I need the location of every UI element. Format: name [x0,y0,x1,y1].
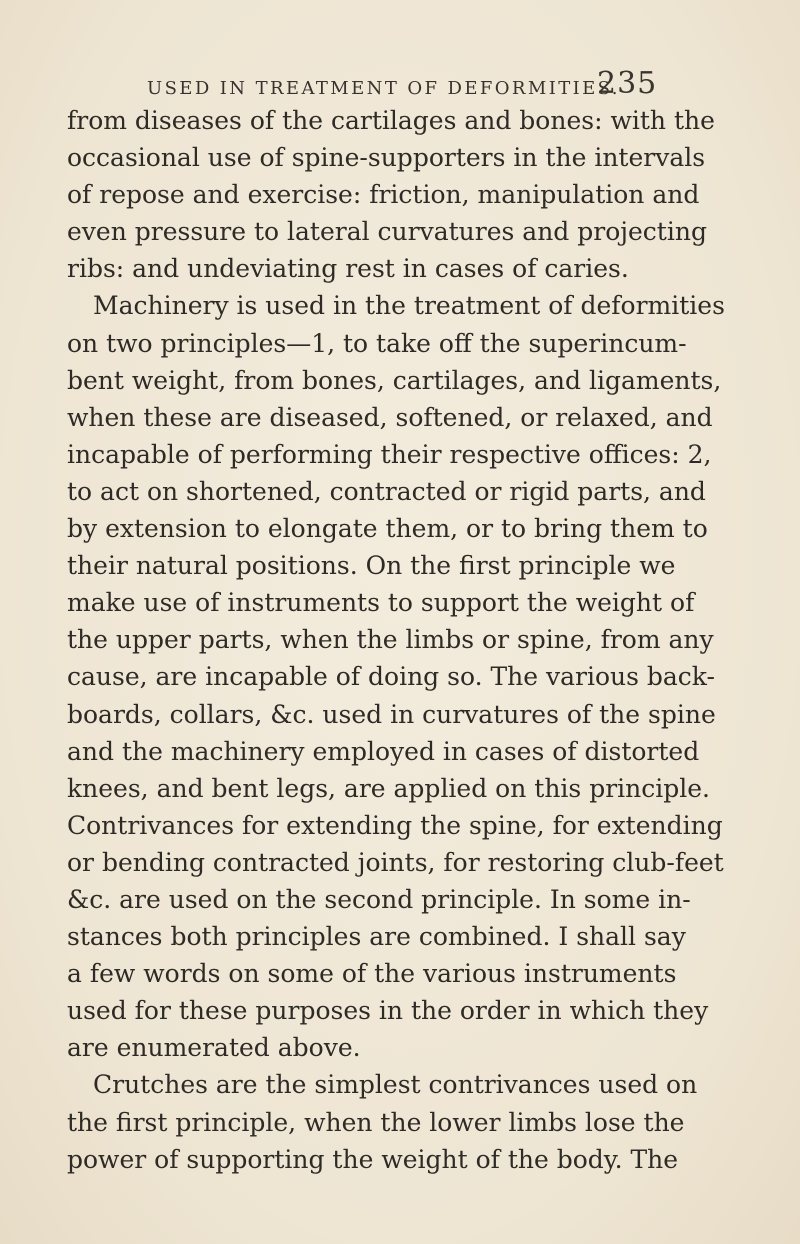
text-line: even pressure to lateral curvatures and projecting [67,217,707,247]
running-head: USED IN TREATMENT OF DEFORMITIES. [147,78,620,99]
text-line: used for these purposes in the order in which they [67,996,709,1026]
text-line: and the machinery employed in cases of distorted [67,736,700,766]
text-line: bent weight, from bones, cartilages, and ligaments, [67,365,722,395]
text-line: a few words on some of the various instruments [67,959,677,989]
text-line: &c. are used on the second principle. In some in- [67,884,691,914]
text-line: knees, and bent legs, are applied on this principle. [67,773,710,803]
text-line: or bending contracted joints, for restoring club-feet [67,847,724,877]
text-line: to act on shortened, contracted or rigid parts, and [67,476,706,506]
text-line: Contrivances for extending the spine, for extending [67,810,723,840]
text-line: incapable of performing their respective offices: 2, [67,439,712,469]
text-line: of repose and exercise: friction, manipulation and [67,180,700,210]
text-line: from diseases of the cartilages and bones: with the [67,106,715,135]
page-number: 235 [597,66,658,101]
paragraph-start-line: Crutches are the simplest contrivances used on [93,1070,698,1100]
text-line: cause, are incapable of doing so. The various back- [67,662,715,692]
text-line: the first principle, when the lower limbs lose the [67,1107,685,1137]
paragraph-start-line: Machinery is used in the treatment of deformities [93,291,725,321]
body-text [67,102,725,1178]
text-line: power of supporting the weight of the body. The [67,1144,679,1174]
text-line: when these are diseased, softened, or relaxed, and [67,402,713,432]
text-line: make use of instruments to support the weight of [67,588,695,618]
page-header [0,66,800,106]
text-line: the upper parts, when the limbs or spine, from any [67,625,714,655]
text-line: by extension to elongate them, or to bring them to [67,514,708,544]
text-line: ribs: and undeviating rest in cases of caries. [67,254,629,284]
text-line: stances both principles are combined. I shall say [67,922,686,952]
text-line: boards, collars, &c. used in curvatures of the spine [67,699,716,729]
text-line: are enumerated above. [67,1033,361,1063]
text-line: occasional use of spine-supporters in the intervals [67,143,706,173]
text-line: on two principles—1, to take off the superincum- [67,328,687,358]
text-line: their natural positions. On the first principle we [67,551,676,581]
